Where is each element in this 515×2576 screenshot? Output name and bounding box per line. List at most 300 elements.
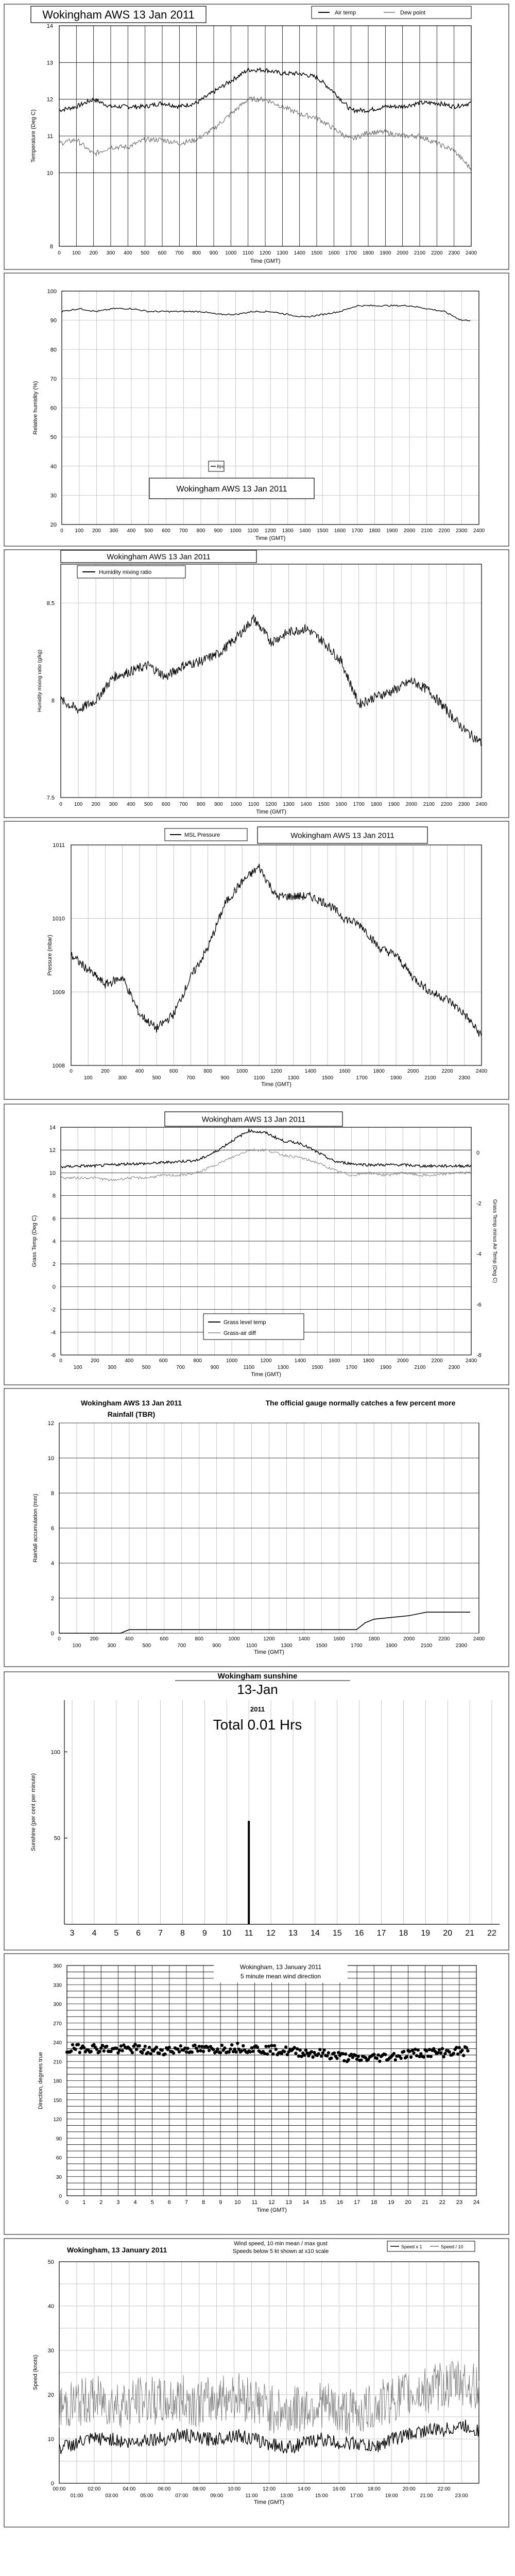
wdir-xtick: 16 (336, 2199, 344, 2206)
wdir-point (236, 2042, 239, 2045)
hmr-xtick: 100 (74, 802, 83, 807)
wdir-point (234, 2050, 237, 2054)
wdir-point (425, 2049, 428, 2053)
temp-xtick: 2300 (448, 250, 460, 256)
pres-ytick: 1009 (52, 989, 65, 996)
sun-xtick: 19 (421, 1929, 431, 1938)
temp-ytick: 12 (46, 96, 53, 103)
rain-accum-line (59, 1612, 470, 1633)
wdir-ytick: 240 (53, 2040, 62, 2046)
wdir-point (341, 2052, 344, 2055)
grass-xtick: 2000 (397, 1358, 409, 1364)
wspd-xtick: 00:00 (53, 2486, 66, 2492)
wdir-point (400, 2057, 403, 2060)
grass-xtick: 300 (108, 1365, 116, 1370)
wdir-xtick: 8 (201, 2199, 205, 2206)
wdir-point (460, 2049, 464, 2052)
wdir-point (219, 2051, 222, 2054)
wdir-point (347, 2058, 350, 2061)
wspd-ylabel: Speed (knots) (32, 2354, 39, 2391)
wdir-point (273, 2044, 276, 2047)
wdir-point (172, 2052, 175, 2055)
rh-xtick: 1100 (247, 528, 259, 534)
wdir-xtick: 10 (234, 2199, 241, 2206)
wdir-point (138, 2044, 141, 2047)
sun-xtick: 13 (288, 1929, 298, 1938)
pres-xtick: 1800 (373, 1069, 385, 1074)
wdir-point (333, 2052, 336, 2055)
temp-legend-air: Air temp (335, 10, 356, 16)
rain-ytick: 8 (50, 1490, 54, 1497)
hmr-xtick: 0 (59, 802, 62, 807)
wdir-ytick: 60 (56, 2155, 62, 2161)
rain-ytick: 12 (47, 1420, 54, 1427)
grass-xtick: 900 (210, 1365, 219, 1370)
temp-xtick: 100 (72, 250, 81, 256)
wdir-xtick: 1 (82, 2199, 86, 2206)
rain-xtick: 1200 (263, 1636, 275, 1642)
sun-xtick: 22 (487, 1929, 496, 1938)
pres-xtick: 2400 (475, 1069, 488, 1074)
pres-xtick: 2300 (458, 1075, 470, 1081)
temp-xtick: 0 (58, 250, 61, 256)
rain-xtick: 1100 (246, 1643, 258, 1649)
sun-total: Total 0.01 Hrs (213, 1717, 302, 1733)
wdir-xtick: 22 (439, 2199, 445, 2206)
wdir-point (350, 2053, 353, 2056)
grass-xtick: 500 (142, 1365, 151, 1370)
pres-xtick: 0 (70, 1069, 73, 1074)
wdir-point (414, 2048, 417, 2051)
wdir-xlabel: Time (GMT) (256, 2207, 287, 2213)
wspd-xtick: 11:00 (245, 2493, 258, 2499)
grass-panel-frame (4, 1104, 509, 1385)
wdir-point (249, 2050, 252, 2053)
grass-ytick: 0 (52, 1284, 56, 1291)
rh-xtick: 500 (144, 528, 153, 534)
wdir-point (121, 2049, 124, 2052)
grass-ytick: -6 (50, 1352, 56, 1359)
rain-xtick: 1500 (316, 1643, 328, 1649)
wdir-ytick: 300 (53, 2002, 62, 2008)
rain-xtick: 2400 (473, 1636, 485, 1642)
pres-xtick: 1100 (253, 1075, 265, 1081)
temp-xtick: 1200 (259, 250, 271, 256)
rh-line (62, 305, 470, 321)
rain-xlabel: Time (GMT) (254, 1649, 284, 1655)
hmr-ytick: 8 (51, 698, 55, 704)
rh-xtick: 2100 (421, 528, 433, 534)
temp-xtick: 1100 (242, 250, 254, 256)
wdir-point (119, 2044, 123, 2047)
rain-ytick: 0 (50, 1631, 54, 1637)
rain-xtick: 1800 (368, 1636, 380, 1642)
rh-xtick: 300 (109, 528, 118, 534)
wdir-xtick: 20 (405, 2199, 411, 2206)
grass-ytick: 4 (52, 1239, 56, 1245)
rh-xtick: 400 (127, 528, 136, 534)
rh-xtick: 2000 (403, 528, 416, 534)
wdir-point (441, 2047, 444, 2050)
grass-y2label: Grass Temp minus Air Temp (Deg C) (492, 1199, 497, 1283)
temp-title: Wokingham AWS 13 Jan 2011 (42, 8, 195, 21)
pres-xtick: 200 (101, 1069, 110, 1074)
grass-xtick: 1200 (260, 1358, 272, 1364)
rain-xtick: 2000 (403, 1636, 415, 1642)
rh-xtick: 1300 (282, 528, 294, 534)
pres-xtick: 1400 (304, 1069, 317, 1074)
wdir-point (299, 2048, 302, 2052)
rain-title: Wokingham AWS 13 Jan 2011 (80, 1399, 182, 1407)
wspd-xtick: 17:00 (350, 2493, 363, 2499)
rain-xtick: 700 (177, 1643, 186, 1649)
temp-xtick: 1900 (380, 250, 391, 256)
rh-xtick: 1200 (264, 528, 277, 534)
wdir-point (462, 2054, 465, 2057)
sun-xtick: 3 (70, 1929, 75, 1938)
wspd-xtick: 06:00 (158, 2486, 171, 2492)
sun-xtick: 21 (465, 1929, 475, 1938)
rain-ylabel: Rainfall accumulation (mm) (32, 1494, 39, 1563)
rain-xtick: 800 (195, 1636, 204, 1642)
wdir-point (78, 2051, 81, 2054)
wdir-point (90, 2050, 93, 2053)
wdir-point (317, 2052, 320, 2055)
rain-xtick: 1700 (351, 1643, 363, 1649)
rh-xtick: 600 (162, 528, 170, 534)
rain-ytick: 2 (50, 1596, 54, 1602)
rh-ytick: 70 (50, 376, 57, 382)
hmr-ytick: 8.5 (46, 600, 55, 607)
wdir-point (141, 2051, 144, 2054)
hmr-ytick: 7.5 (46, 795, 55, 801)
wdir-point (452, 2052, 455, 2055)
wdir-point (202, 2050, 205, 2053)
wdir-ytick: 120 (53, 2117, 62, 2123)
wspd-xtick: 08:00 (193, 2486, 206, 2492)
pres-xtick: 100 (83, 1075, 93, 1081)
grass-xtick: 800 (193, 1358, 202, 1364)
wdir-point (186, 2047, 189, 2050)
wdir-point (251, 2049, 254, 2053)
rain-xtick: 1300 (281, 1643, 293, 1649)
wdir-point (405, 2055, 408, 2058)
temp-xtick: 500 (141, 250, 150, 256)
rh-xlabel: Time (GMT) (255, 535, 286, 541)
pres-xtick: 1600 (339, 1069, 351, 1074)
sun-xtick: 18 (399, 1929, 408, 1938)
temp-xlabel: Time (GMT) (250, 258, 281, 264)
wdir-point (95, 2048, 98, 2051)
wdir-ylabel: Direction, degrees true (38, 2052, 44, 2110)
wdir-point (359, 2059, 363, 2062)
wspd-xtick: 19:00 (385, 2493, 398, 2499)
grass-xtick: 200 (91, 1358, 99, 1364)
rain-xtick: 2100 (421, 1643, 433, 1649)
grass-xtick: 1900 (380, 1365, 392, 1370)
pres-xtick: 500 (152, 1075, 161, 1081)
wdir-ytick: 180 (53, 2078, 62, 2084)
wspd-xtick: 05:00 (140, 2493, 153, 2499)
rh-ytick: 80 (50, 347, 57, 353)
rain-xtick: 2300 (455, 1643, 468, 1649)
wspd-xtick: 23:00 (455, 2493, 468, 2499)
grass-xlabel: Time (GMT) (251, 1371, 281, 1378)
wspd-xtick: 03:00 (105, 2493, 118, 2499)
wspd-subtitle: Wind speed, 10 min mean / max gust (234, 2241, 328, 2247)
wdir-ytick: 150 (53, 2097, 62, 2104)
temp-xtick: 1700 (345, 250, 357, 256)
wdir-point (206, 2046, 209, 2049)
wdir-point (230, 2043, 233, 2046)
wdir-point (263, 2052, 266, 2055)
wdir-point (208, 2049, 211, 2052)
wdir-point (178, 2050, 181, 2053)
wdir-point (183, 2046, 186, 2049)
wdir-point (163, 2053, 166, 2056)
wdir-point (378, 2060, 381, 2063)
wdir-point (357, 2055, 360, 2058)
sun-bar (248, 1821, 250, 1924)
wdir-point (229, 2047, 232, 2050)
wspd-ytick: 0 (50, 2481, 54, 2487)
pres-xtick: 800 (203, 1069, 213, 1074)
hmr-xtick: 1200 (265, 802, 277, 807)
wspd-xlabel: Time (GMT) (254, 2499, 284, 2505)
wdir-xtick: 7 (184, 2199, 188, 2206)
wdir-point (428, 2048, 431, 2051)
hmr-panel-frame (4, 550, 509, 818)
rh-xtick: 2300 (456, 528, 468, 534)
rain-xtick: 500 (142, 1643, 151, 1649)
rain-ytick: 10 (47, 1455, 54, 1462)
temp-xtick: 1000 (225, 250, 237, 256)
wdir-point (158, 2052, 161, 2055)
temp-xtick: 900 (209, 250, 218, 256)
wdir-xtick: 18 (371, 2199, 377, 2206)
wdir-xtick: 6 (167, 2199, 171, 2206)
wdir-ytick: 210 (53, 2059, 62, 2065)
hmr-xtick: 1900 (388, 802, 400, 807)
wspd-xtick: 10:00 (228, 2486, 241, 2492)
wdir-point (394, 2058, 397, 2061)
wdir-point (198, 2045, 201, 2048)
rh-ytick: 60 (50, 405, 57, 412)
temp-ytick: 13 (46, 60, 53, 66)
temp-xtick: 1800 (362, 250, 374, 256)
pres-xtick: 2000 (407, 1069, 419, 1074)
pres-xtick: 700 (186, 1075, 195, 1081)
rain-panel-frame (4, 1388, 509, 1667)
wdir-point (455, 2046, 458, 2049)
wdir-point (355, 2058, 358, 2061)
wdir-point (256, 2045, 259, 2048)
wdir-point (142, 2048, 145, 2051)
temp-xtick: 1500 (311, 250, 323, 256)
pres-xtick: 300 (118, 1075, 127, 1081)
grass-xtick: 1300 (277, 1365, 289, 1370)
hmr-xtick: 1500 (318, 802, 330, 807)
pres-ytick: 1008 (52, 1063, 65, 1069)
rh-xtick: 100 (75, 528, 84, 534)
hmr-xtick: 1800 (370, 802, 382, 807)
pres-xtick: 2200 (441, 1069, 453, 1074)
rain-xtick: 400 (125, 1636, 134, 1642)
wspd-legend-1: Speed x 1 (401, 2244, 422, 2249)
temp-xtick: 1400 (294, 250, 305, 256)
wdir-point (402, 2050, 405, 2053)
hmr-xtick: 600 (161, 802, 170, 807)
pres-xlabel: Time (GMT) (261, 1081, 291, 1088)
wdir-point (294, 2052, 297, 2055)
sun-ytick: 100 (50, 1749, 60, 1756)
wdir-point (318, 2048, 321, 2051)
hmr-xtick: 1400 (300, 802, 312, 807)
sun-year: 2011 (250, 1705, 265, 1713)
pres-xtick: 900 (220, 1075, 230, 1081)
rh-ytick: 40 (50, 463, 57, 470)
wdir-point (456, 2053, 459, 2056)
wdir-xtick: 11 (251, 2199, 258, 2206)
rain-ytick: 6 (50, 1526, 54, 1532)
temp-ylabel: Temperature (Deg C) (30, 109, 37, 163)
wdir-point (310, 2050, 313, 2053)
temp-xtick: 200 (89, 250, 98, 256)
sun-xtick: 17 (376, 1929, 386, 1938)
grass-ytick: 10 (49, 1170, 56, 1177)
grass-ytick: -4 (50, 1329, 56, 1336)
wdir-point (212, 2048, 215, 2051)
rain-xtick: 200 (90, 1636, 99, 1642)
wdir-point (283, 2050, 286, 2053)
wdir-point (320, 2055, 323, 2058)
hmr-legend-label: Humidity mixing ratio (99, 569, 152, 575)
hmr-ylabel: Humidity mixing ratio (g/kg) (37, 649, 43, 713)
grass-xtick: 2400 (465, 1358, 477, 1364)
temp-ytick: 11 (47, 133, 53, 140)
rh-ytick: 30 (50, 493, 57, 499)
wspd-ytick: 10 (47, 2436, 54, 2443)
sun-xtick: 9 (202, 1929, 207, 1938)
sun-xtick: 7 (158, 1929, 163, 1938)
grass-ytick: -2 (50, 1307, 56, 1313)
rh-xtick: 800 (196, 528, 205, 534)
temp-xtick: 800 (192, 250, 201, 256)
wdir-point (426, 2055, 430, 2058)
pres-xtick: 1500 (322, 1075, 334, 1081)
wspd-xtick: 01:00 (70, 2493, 83, 2499)
wdir-point (448, 2050, 451, 2054)
sun-xtick: 5 (114, 1929, 119, 1938)
wdir-point (135, 2048, 138, 2051)
rh-xtick: 0 (60, 528, 63, 534)
rain-ytick: 4 (50, 1561, 54, 1567)
wdir-point (74, 2048, 77, 2051)
sun-xtick: 15 (332, 1929, 342, 1938)
wspd-xtick: 13:00 (280, 2493, 293, 2499)
temp-xtick: 2100 (414, 250, 426, 256)
rh-legend-label: RH (217, 464, 224, 469)
rh-xtick: 1000 (230, 528, 242, 534)
wdir-point (284, 2045, 287, 2048)
wspd-xtick: 02:00 (88, 2486, 101, 2492)
rh-xtick: 1500 (317, 528, 329, 534)
wdir-point (161, 2048, 164, 2052)
pres-ytick: 1010 (52, 916, 65, 922)
wdir-point (168, 2046, 171, 2049)
rh-xtick: 200 (92, 528, 101, 534)
pres-xtick: 1700 (356, 1075, 368, 1081)
pres-xtick: 1300 (287, 1075, 299, 1081)
grass-y2tick: -6 (476, 1301, 482, 1308)
wdir-point (70, 2049, 73, 2053)
hmr-xtick: 1600 (335, 802, 347, 807)
wdir-point (322, 2048, 325, 2052)
sun-xtick: 20 (443, 1929, 453, 1938)
wspd-xtick: 14:00 (297, 2486, 311, 2492)
wdir-xtick: 17 (354, 2199, 360, 2206)
grass-ytick: 14 (49, 1125, 56, 1131)
wdir-point (77, 2043, 80, 2046)
wdir-xtick: 21 (422, 2199, 428, 2206)
wdir-point (102, 2049, 106, 2053)
wdir-point (296, 2047, 299, 2050)
rh-xtick: 900 (214, 528, 223, 534)
rh-xtick: 700 (179, 528, 188, 534)
rain-xtick: 900 (212, 1643, 221, 1649)
wdir-point (337, 2051, 340, 2054)
wspd-xtick: 16:00 (332, 2486, 346, 2492)
wspd-xtick: 20:00 (402, 2486, 416, 2492)
wdir-point (412, 2052, 415, 2055)
wspd-legend-2: Speed / 10 (441, 2244, 464, 2249)
temp-xtick: 2000 (397, 250, 408, 256)
rh-xtick: 1400 (299, 528, 311, 534)
wdir-point (200, 2045, 203, 2048)
wdir-point (223, 2046, 226, 2049)
wdir-point (193, 2044, 196, 2047)
wdir-point (266, 2053, 269, 2056)
wdir-point (372, 2053, 375, 2056)
pres-xtick: 2100 (424, 1075, 436, 1081)
sun-xtick: 14 (310, 1929, 320, 1938)
wdir-point (250, 2046, 253, 2049)
wdir-point (443, 2052, 447, 2055)
wdir-point (191, 2050, 194, 2054)
wdir-point (185, 2050, 188, 2054)
wdir-point (442, 2055, 445, 2058)
wspd-xtick: 18:00 (367, 2486, 381, 2492)
rh-ylabel: Relative humidity (%) (32, 381, 39, 435)
wdir-point (415, 2054, 418, 2057)
wdir-point (267, 2045, 270, 2048)
rh-xtick: 1800 (369, 528, 381, 534)
pres-xtick: 1200 (270, 1069, 282, 1074)
hmr-xtick: 900 (214, 802, 223, 807)
rh-panel-frame (4, 273, 509, 546)
rain-xtick: 1600 (333, 1636, 345, 1642)
hmr-xtick: 2000 (405, 802, 417, 807)
wdir-xtick: 15 (319, 2199, 326, 2206)
wdir-point (439, 2052, 442, 2055)
grass-xtick: 100 (73, 1365, 82, 1370)
wdir-point (101, 2044, 104, 2047)
wdir-point (344, 2053, 347, 2056)
wdir-point (118, 2048, 121, 2052)
wdir-xtick: 12 (268, 2199, 275, 2206)
grass-y2tick: -8 (476, 1352, 482, 1359)
rain-xtick: 100 (72, 1643, 81, 1649)
